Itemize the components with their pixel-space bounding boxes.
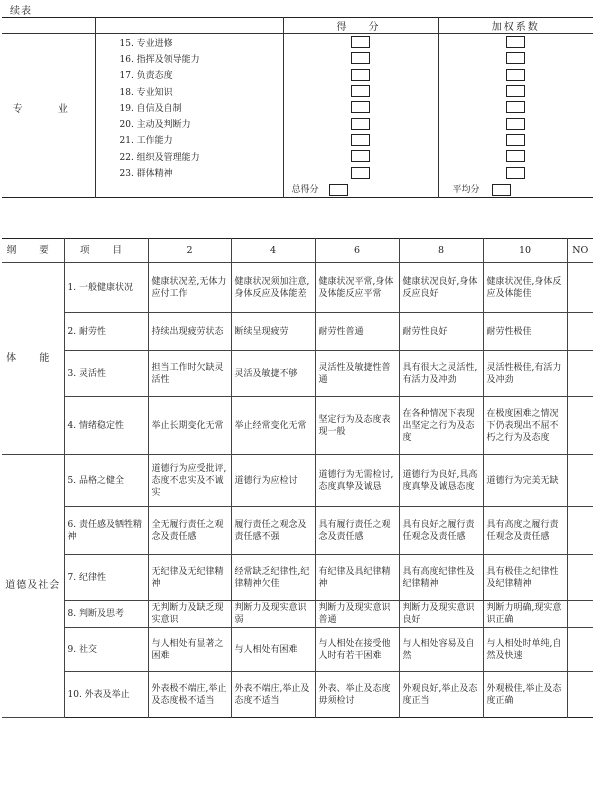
criteria-c10: 具有高度之履行责任观念及责任感 <box>483 507 567 555</box>
criteria-row <box>2 263 593 313</box>
criteria-row <box>2 455 593 507</box>
weight-input-box[interactable] <box>506 85 525 97</box>
score-item-label: 22. 组织及管理能力 <box>95 148 283 164</box>
criteria-item: 5. 品格之健全 <box>64 455 148 507</box>
criteria-c6: 坚定行为及态度表现一般 <box>315 397 399 455</box>
score-item-label: 15. 专业进修 <box>95 34 283 51</box>
criteria-c6: 道德行为无需检讨,态度真挚及诚恳 <box>315 455 399 507</box>
evaluation-criteria-table <box>2 238 593 718</box>
criteria-c8: 具有很大之灵活性,有活力及冲劲 <box>399 351 483 397</box>
average-score-label: 平均分 <box>452 185 480 196</box>
blank-header-2 <box>95 18 283 34</box>
criteria-c6: 具有履行责任之观念及责任感 <box>315 507 399 555</box>
criteria-row <box>2 628 593 672</box>
score-item-label: 20. 主动及判断力 <box>95 115 283 131</box>
criteria-c8: 具有高度纪律性及纪律精神 <box>399 555 483 601</box>
score-input-box[interactable] <box>351 118 370 130</box>
criteria-c4: 断续呈现疲劳 <box>231 313 315 351</box>
weight-input-box[interactable] <box>506 69 525 81</box>
weight-input-box[interactable] <box>506 150 525 162</box>
weight-input-box[interactable] <box>506 36 525 48</box>
criteria-c10: 健康状况佳,身体反应及体能佳 <box>483 263 567 313</box>
criteria-c10: 灵活性极佳,有活力及冲劲 <box>483 351 567 397</box>
criteria-c2: 无纪律及无纪律精神 <box>148 555 231 601</box>
criteria-c6: 灵活性及敏捷性普通 <box>315 351 399 397</box>
criteria-no[interactable] <box>567 672 593 718</box>
criteria-row <box>2 397 593 455</box>
criteria-c10: 具有极佳之纪律性及纪律精神 <box>483 555 567 601</box>
score-input-box[interactable] <box>351 101 370 113</box>
criteria-c4: 与人相处有困难 <box>231 628 315 672</box>
weight-input-box[interactable] <box>506 167 525 179</box>
criteria-c4: 灵活及敏捷不够 <box>231 351 315 397</box>
group-label: 体 能 <box>2 263 64 455</box>
weight-header: 加权系数 <box>438 18 593 34</box>
score-input-box[interactable] <box>351 36 370 48</box>
column-header: 10 <box>483 239 567 263</box>
criteria-c8: 外观良好,举止及态度正当 <box>399 672 483 718</box>
criteria-no[interactable] <box>567 263 593 313</box>
criteria-row <box>2 351 593 397</box>
professional-score-table <box>2 17 593 198</box>
criteria-item: 6. 责任感及牺牲精神 <box>64 507 148 555</box>
criteria-no[interactable] <box>567 555 593 601</box>
criteria-row <box>2 601 593 628</box>
criteria-no[interactable] <box>567 601 593 628</box>
criteria-c2: 道德行为应受批评,态度不忠实及不诚实 <box>148 455 231 507</box>
score-item-label: 23. 群体精神 <box>95 164 283 180</box>
criteria-item: 7. 纪律性 <box>64 555 148 601</box>
criteria-no[interactable] <box>567 507 593 555</box>
criteria-c8: 健康状况良好,身体反应良好 <box>399 263 483 313</box>
criteria-item: 3. 灵活性 <box>64 351 148 397</box>
criteria-c8: 在各种情况下表现出坚定之行为及态度 <box>399 397 483 455</box>
criteria-item: 10. 外表及举止 <box>64 672 148 718</box>
criteria-c4: 履行责任之观念及责任感不强 <box>231 507 315 555</box>
criteria-c4: 经常缺乏纪律性,纪律精神欠佳 <box>231 555 315 601</box>
score-input-box[interactable] <box>351 150 370 162</box>
score-input-box[interactable] <box>351 134 370 146</box>
weight-input-box[interactable] <box>506 118 525 130</box>
group-label: 道德及社会 <box>2 455 64 718</box>
criteria-c2: 健康状况差,无体力应付工作 <box>148 263 231 313</box>
score-item-label: 19. 自信及自制 <box>95 99 283 115</box>
criteria-row <box>2 313 593 351</box>
total-score-label: 总得分 <box>291 185 319 196</box>
criteria-c2: 与人相处有显著之困难 <box>148 628 231 672</box>
column-header: 6 <box>315 239 399 263</box>
criteria-c10: 道德行为完美无缺 <box>483 455 567 507</box>
criteria-c6: 外表、举止及态度毋须检讨 <box>315 672 399 718</box>
criteria-c6: 与人相处在接受他人时有若干困难 <box>315 628 399 672</box>
blank-header <box>2 18 95 34</box>
score-input-box[interactable] <box>351 52 370 64</box>
criteria-row <box>2 507 593 555</box>
weight-input-box[interactable] <box>506 134 525 146</box>
criteria-no[interactable] <box>567 351 593 397</box>
criteria-c10: 在极度困难之情况下仍表现出不屈不朽之行为及态度 <box>483 397 567 455</box>
criteria-c8: 道德行为良好,具高度真挚及诚恳态度 <box>399 455 483 507</box>
score-item-label: 16. 指挥及领导能力 <box>95 50 283 66</box>
criteria-c2: 无判断力及缺乏现实意识 <box>148 601 231 628</box>
category-professional: 专 业 <box>12 103 84 115</box>
average-score-box[interactable] <box>492 184 511 196</box>
criteria-item: 4. 情绪稳定性 <box>64 397 148 455</box>
criteria-c2: 全无履行责任之观念及责任感 <box>148 507 231 555</box>
criteria-row <box>2 555 593 601</box>
criteria-item: 1. 一般健康状况 <box>64 263 148 313</box>
criteria-c2: 举止长期变化无常 <box>148 397 231 455</box>
total-score-box[interactable] <box>329 184 348 196</box>
criteria-c10: 外观极佳,举止及态度正确 <box>483 672 567 718</box>
score-item-label: 18. 专业知识 <box>95 83 283 99</box>
criteria-c8: 耐劳性良好 <box>399 313 483 351</box>
criteria-c8: 判断力及现实意识良好 <box>399 601 483 628</box>
criteria-c8: 与人相处容易及自然 <box>399 628 483 672</box>
criteria-item: 2. 耐劳性 <box>64 313 148 351</box>
score-row <box>2 34 593 51</box>
criteria-c4: 外表不端庄,举止及态度不适当 <box>231 672 315 718</box>
criteria-item: 8. 判断及思考 <box>64 601 148 628</box>
criteria-c10: 耐劳性极佳 <box>483 313 567 351</box>
criteria-no[interactable] <box>567 455 593 507</box>
criteria-c4: 举止经常变化无常 <box>231 397 315 455</box>
criteria-no[interactable] <box>567 397 593 455</box>
score-item-label: 21. 工作能力 <box>95 132 283 148</box>
criteria-c6: 判断力及现实意识普通 <box>315 601 399 628</box>
criteria-c4: 判断力及现实意识弱 <box>231 601 315 628</box>
column-header: 2 <box>148 239 231 263</box>
score-header: 得 分 <box>283 18 438 34</box>
criteria-c8: 具有良好之履行责任观念及责任感 <box>399 507 483 555</box>
column-header: 项 目 <box>64 239 148 263</box>
score-input-box[interactable] <box>351 85 370 97</box>
column-header: 8 <box>399 239 483 263</box>
criteria-c4: 健康状况须加注意,身体反应及体能差 <box>231 263 315 313</box>
criteria-c6: 耐劳性普通 <box>315 313 399 351</box>
criteria-no[interactable] <box>567 628 593 672</box>
score-item-label: 17. 负责态度 <box>95 67 283 83</box>
criteria-c2: 持续出现疲劳状态 <box>148 313 231 351</box>
weight-input-box[interactable] <box>506 101 525 113</box>
weight-input-box[interactable] <box>506 52 525 64</box>
column-header: NO <box>567 239 593 263</box>
column-header: 4 <box>231 239 315 263</box>
criteria-c6: 有纪律及具纪律精神 <box>315 555 399 601</box>
criteria-c2: 外表极不端庄,举止及态度极不适当 <box>148 672 231 718</box>
column-header: 纲 要 <box>2 239 64 263</box>
score-input-box[interactable] <box>351 167 370 179</box>
criteria-no[interactable] <box>567 313 593 351</box>
criteria-c10: 判断力明确,现实意识正确 <box>483 601 567 628</box>
criteria-row <box>2 672 593 718</box>
criteria-c10: 与人相处时单纯,自然及快速 <box>483 628 567 672</box>
criteria-item: 9. 社交 <box>64 628 148 672</box>
continued-label: 续表 <box>10 6 32 17</box>
score-input-box[interactable] <box>351 69 370 81</box>
criteria-c4: 道德行为应检讨 <box>231 455 315 507</box>
criteria-c6: 健康状况平常,身体及体能反应平常 <box>315 263 399 313</box>
criteria-c2: 担当工作时欠缺灵活性 <box>148 351 231 397</box>
